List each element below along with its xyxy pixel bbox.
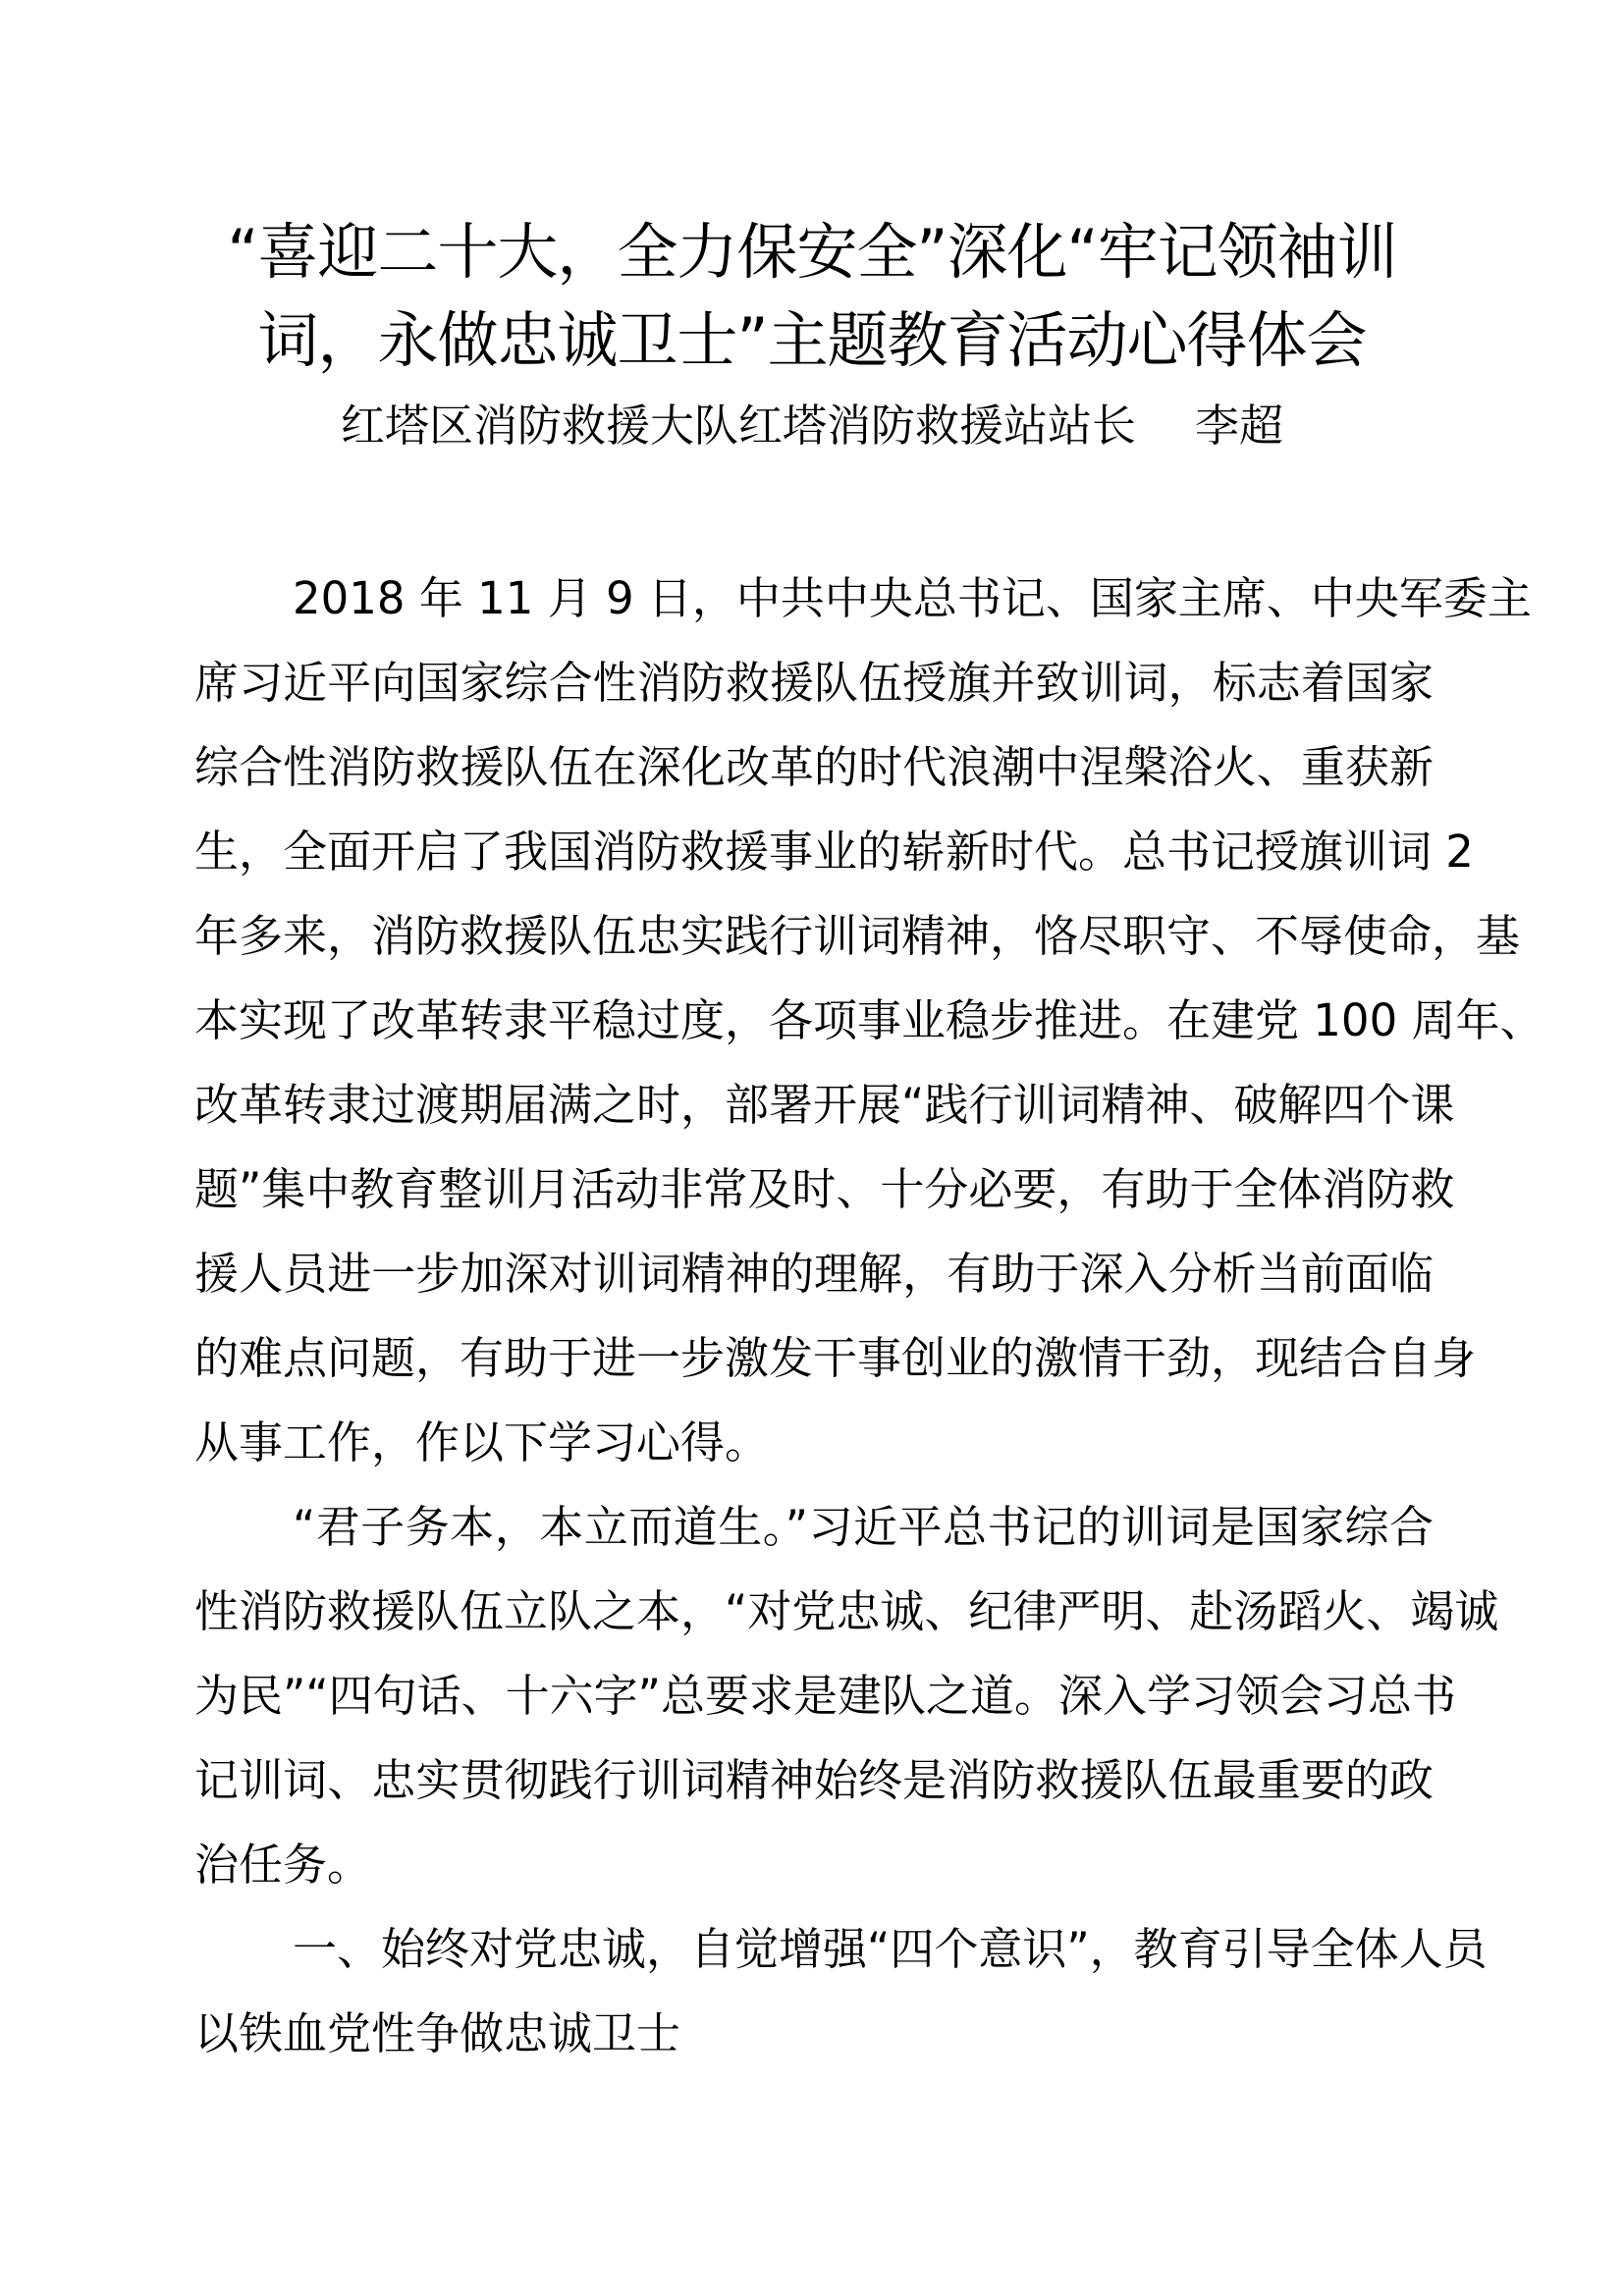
paragraph-2-line-2: 性消防救援队伍立队之本，“对党忠诚、纪律严明、赴汤蹈火、竭诚 (194, 1585, 1499, 1637)
paragraph-2-line-4: 记训词、忠实贯彻践行训词精神始终是消防救援队伍最重要的政 (194, 1754, 1434, 1806)
paragraph-1-line-5: 年多来，消防救援队伍忠实践行训词精神，恪尽职守、不辱使命，基 (194, 910, 1521, 962)
paragraph-1-line-2: 席习近平向国家综合性消防救援队伍授旗并致训词，标志着国家 (194, 657, 1434, 709)
paragraph-2-line-5: 治任务。 (194, 1839, 372, 1891)
paragraph-2-line-1: “君子务本，本立而道生。”习近平总书记的训词是国家综合 (293, 1501, 1434, 1553)
paragraph-1-line-9: 援人员进一步加深对训词精神的理解，有助于深入分析当前面临 (194, 1248, 1434, 1300)
author-name: 李超 (1195, 400, 1284, 452)
paragraph-1-line-8: 题”集中教育整训月活动非常及时、十分必要，有助于全体消防救 (194, 1163, 1455, 1215)
section-heading-line-1: 一、始终对党忠诚，自觉增强“四个意识”，教育引导全体人员 (293, 1923, 1488, 1975)
paragraph-1-line-6: 本实现了改革转隶平稳过度，各项事业稳步推进。在建党 100 周年、 (194, 994, 1544, 1046)
paragraph-1-line-3: 综合性消防救援队伍在深化改革的时代浪潮中涅槃浴火、重获新 (194, 741, 1434, 793)
paragraph-1-line-10: 的难点问题，有助于进一步激发干事创业的激情干劲，现结合自身 (194, 1332, 1477, 1384)
document-title-line-1: “喜迎二十大，全力保安全”深化“牢记领袖训 (227, 216, 1397, 288)
author-byline (0, 399, 1624, 454)
section-heading-line-2: 以铁血党性争做忠诚卫士 (194, 2007, 681, 2059)
document-title-line-2: 词，永做忠诚卫士”主题教育活动心得体会 (257, 304, 1367, 376)
paragraph-1-line-4: 生，全面开启了我国消防救援事业的崭新时代。总书记授旗训词 2 (194, 826, 1474, 878)
paragraph-1-line-1: 2018 年 11 月 9 日，中共中央总书记、国家主席、中央军委主 (293, 572, 1532, 624)
paragraph-1-line-7: 改革转隶过渡期届满之时，部署开展“践行训词精神、破解四个课 (194, 1079, 1455, 1131)
paragraph-2-line-3: 为民”“四句话、十六字”总要求是建队之道。深入学习领会习总书 (194, 1670, 1456, 1722)
author-affiliation: 红塔区消防救援大队红塔消防救援站站长 (340, 400, 1136, 452)
paragraph-1-line-11: 从事工作，作以下学习心得。 (194, 1416, 770, 1468)
